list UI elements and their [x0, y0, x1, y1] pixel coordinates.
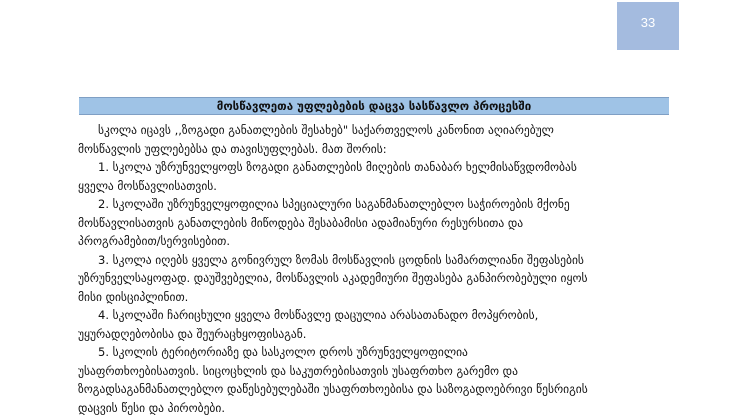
body-text [78, 121, 678, 417]
list-item-line: 2. სკოლაში უზრუნველყოფილია სპეციალური საგანმანათლებლო საჭიროების მქონე [98, 197, 570, 211]
list-item-line: 5. სკოლის ტერიტორიაზე და სასკოლო დროს უზრუნველყოფილია [98, 345, 468, 359]
paragraph-line: მოსწავლის უფლებებსა და თავისუფლებას. მათ შორის: [78, 141, 387, 156]
paragraph-line: სკოლა იცავს ,,ზოგადი განათლების შესახებ" საქართველოს კანონით აღიარებულ [98, 123, 554, 137]
list-item-line: მისი დისციპლინით. [78, 289, 189, 304]
section-heading: მოსწავლეთა უფლებების დაცვა სასწავლო პროცესში [79, 97, 669, 115]
list-item-line: 1. სკოლა უზრუნველყოფს ზოგადი განათლების მიღების თანაბარ ხელმისაწვდომობას [98, 160, 577, 174]
list-item-line: მოსწავლისათვის განათლების მიწოდება შესაბამისი ადამიანური რესურსითა და [78, 215, 524, 230]
list-item-line: პროგრამებით/სერვისებით. [78, 234, 231, 248]
list-item-line: უზრუნველსაყოფად. დაუშვებელია, მოსწავლის აკადემიური შეფასება განპირობებული იყოს [78, 271, 588, 285]
list-item-line: უსაფრთხოებისათვის. სიცოცხლის და საკუთრებისათვის უსაფრთხო გარემო და [78, 363, 518, 378]
list-item-line: 3. სკოლა იღებს ყველა გონივრულ ზომას მოსწავლის ცოდნის სამართლიანი შეფასების [98, 252, 584, 267]
page-number-badge [617, 2, 679, 50]
page-number: 33 [640, 15, 656, 30]
list-item-line: ზოგადსაგანმანათლებლო დაწესებულებაში უსაფრთხოებისა და საზოგადოებრივი წესრიგის [78, 382, 588, 396]
list-item-line: 4. სკოლაში ჩარიცხული ყველა მოსწავლე დაცულია არასათანადო მოპყრობის, [98, 308, 539, 322]
list-item-line: ყველა მოსწავლისათვის. [78, 178, 217, 193]
list-item-line: დაცვის წესი და პირობები. [78, 400, 225, 415]
list-item-line: უყურადღებობისა და შეურაცხყოფისაგან. [78, 326, 307, 341]
